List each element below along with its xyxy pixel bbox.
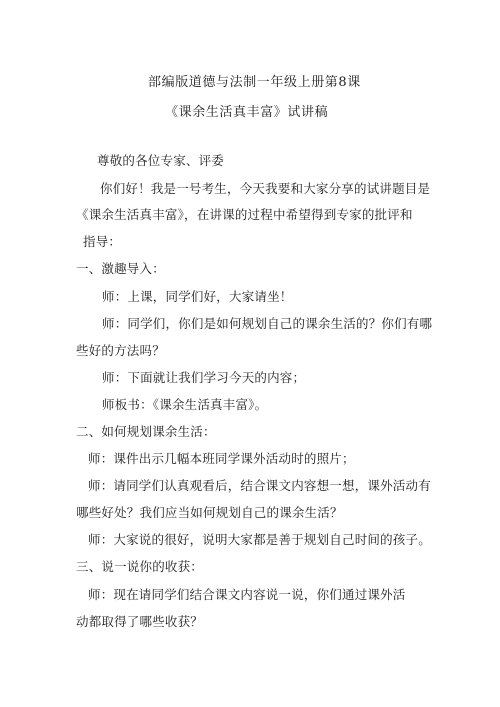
section-3-line-1: 师：现在请同学们结合课文内容说一说，你们通过课外活 bbox=[88, 587, 406, 602]
section-1-heading: 一、激趣导入： bbox=[76, 261, 165, 276]
document-title: 部编版道德与法制一年级上册第8课 bbox=[148, 75, 361, 90]
greeting-line: 尊敬的各位专家、评委 bbox=[97, 153, 225, 168]
section-2-line-4: 师：大家说的很好，说明大家都是善于规划自己时间的孩子。 bbox=[88, 532, 431, 547]
intro-line-1: 你们好！我是一号考生，今天我要和大家分享的试讲题目是 bbox=[100, 181, 431, 196]
section-2-line-1: 师：课件出示几幅本班同学课外活动时的照片； bbox=[88, 451, 355, 466]
section-1-line-2: 师：同学们，你们是如何规划自己的课余生活的？你们有哪 bbox=[102, 316, 433, 331]
section-1-line-4: 师：下面就让我们学习今天的内容； bbox=[102, 370, 306, 385]
section-3-heading: 三、说一说你的收获： bbox=[76, 559, 204, 574]
section-3-line-2: 动都取得了哪些收获？ bbox=[76, 614, 204, 629]
section-1-line-5: 师板书：《课余生活真丰富》。 bbox=[102, 397, 268, 412]
section-2-heading: 二、如何规划课余生活： bbox=[76, 424, 216, 439]
intro-line-3: 指导： bbox=[83, 234, 122, 249]
section-1-line-1: 师：上课，同学们好，大家请坐！ bbox=[102, 289, 293, 304]
section-1-line-3: 些好的方法吗？ bbox=[76, 343, 165, 358]
section-2-line-2: 师：请同学们认真观看后，结合课文内容想一想，课外活动有 bbox=[88, 478, 431, 493]
intro-line-2: 《课余生活真丰富》，在讲课的过程中希望得到专家的批评和 bbox=[76, 207, 413, 222]
section-2-line-3: 哪些好处？我们应当如何规划自己的课余生活？ bbox=[76, 505, 343, 520]
document-subtitle: 《课余生活真丰富》试讲稿 bbox=[165, 105, 329, 120]
